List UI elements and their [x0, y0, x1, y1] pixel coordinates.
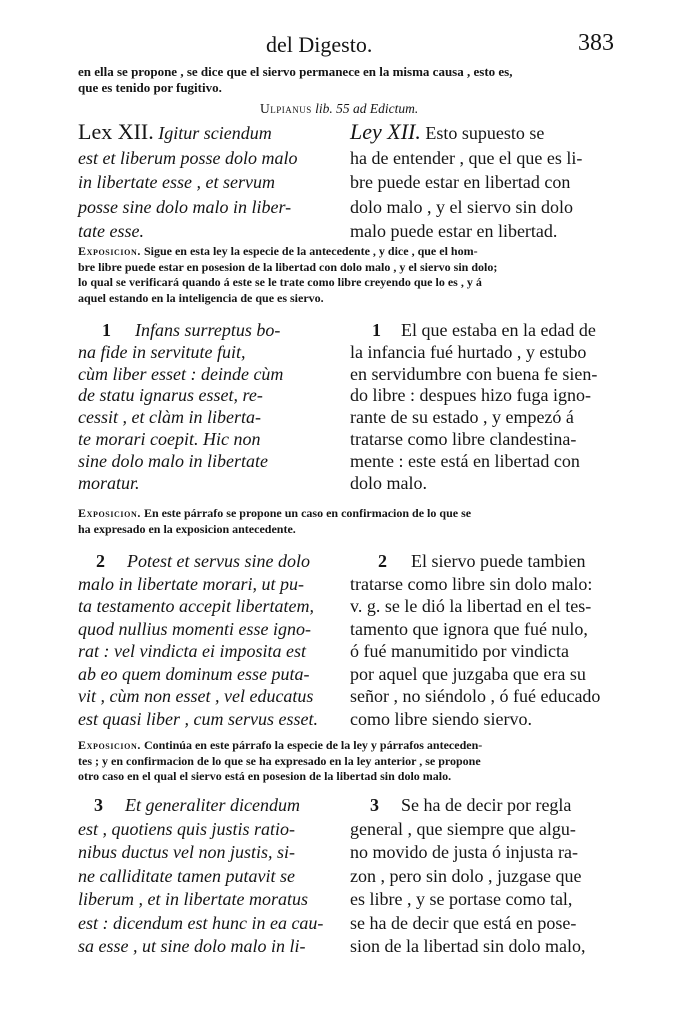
- latin-first-line: 1 Infans surreptus bo-: [102, 320, 281, 340]
- paragraph-number: 2: [96, 551, 105, 571]
- latin-column-paragraph-1: [78, 320, 346, 494]
- exposicion-first-line: Exposicion. Continúa en este párrafo la especie de la ley y párrafos anteceden-: [78, 738, 483, 752]
- latin-line: ab eo quem dominum esse puta-: [78, 663, 310, 684]
- intro-text: [78, 64, 630, 96]
- text-line: en ella se propone , se dice que el siervo permanece en la misma causa , esto es,: [78, 64, 513, 79]
- latin-first-line: Lex XII. Igitur sciendum: [78, 119, 272, 144]
- paragraph-number: 1: [372, 320, 381, 340]
- spanish-column-ley-xii: [350, 120, 618, 244]
- spanish-line: es libre , y se portase como tal,: [350, 889, 573, 909]
- exposicion-first-line: Exposicion. Sigue en esta ley la especie de la antecedente , y dice , que el hom-: [78, 244, 478, 258]
- spanish-line: la infancia fué hurtado , y estubo: [350, 341, 587, 362]
- spanish-line: tamento que ignora que fué nulo,: [350, 618, 588, 639]
- latin-line: ne calliditate tamen putavit se: [78, 865, 295, 886]
- spanish-line: sion de la libertad sin dolo malo,: [350, 936, 586, 956]
- spanish-line: mente : este está en libertad con: [350, 450, 580, 471]
- spanish-line: do libre : despues hizo fuga igno-: [350, 385, 591, 406]
- latin-line: ta testamento accepit libertatem,: [78, 596, 314, 616]
- spanish-line: malo puede estar en libertad.: [350, 221, 558, 241]
- spanish-first-line: 3 Se ha de decir por regla: [370, 795, 572, 815]
- exposicion-first-line: Exposicion. En este párrafo se propone un caso en confirmacion de lo que se: [78, 506, 472, 520]
- latin-line: posse sine dolo malo in liber-: [78, 196, 292, 217]
- latin-line: liberum , et in libertate moratus: [78, 889, 308, 909]
- latin-line: est et liberum posse dolo malo: [78, 147, 298, 168]
- latin-line: est quasi liber , cum servus esset.: [78, 708, 318, 729]
- exposicion-line: tes ; y en confirmacion de lo que se ha expresado en la ley anterior , se propone: [78, 753, 481, 768]
- latin-line: in libertate esse , et servum: [78, 172, 275, 192]
- latin-line: tate esse.: [78, 221, 144, 241]
- law-label: Ley XII.: [350, 119, 421, 144]
- running-head: del Digesto.: [266, 32, 373, 57]
- latin-line: cessit , et clàm in liberta-: [78, 407, 261, 428]
- spanish-line: ha de entender , que el que es li-: [350, 147, 583, 168]
- page-header: [0, 30, 682, 62]
- spanish-first-line: 2 El siervo puede tambien: [378, 551, 586, 571]
- latin-line: rat : vel vindicta ei imposita est: [78, 641, 306, 661]
- latin-line: te morari coepit. Hic non: [78, 428, 261, 449]
- spanish-line: v. g. se le dió la libertad en el tes-: [350, 596, 592, 616]
- latin-line: est , quotiens quis justis ratio-: [78, 818, 296, 839]
- citation-source: lib. 55 ad Edictum.: [315, 101, 419, 116]
- spanish-line: rante de su estado , y empezó á: [350, 407, 574, 428]
- spanish-first-line: Ley XII. Esto supuesto se: [350, 119, 545, 144]
- latin-line: vit , cùm non esset , vel educatus: [78, 686, 314, 706]
- exposicion-line: ha expresado en la exposicion antecedente.: [78, 521, 296, 536]
- spanish-line: dolo malo.: [350, 472, 427, 493]
- latin-first-line: 3 Et generaliter dicendum: [94, 795, 300, 815]
- exposicion-line: bre libre puede estar en posesion de la libertad con dolo malo , y el siervo sin dolo;: [78, 259, 498, 274]
- latin-line: na fide in servitute fuit,: [78, 341, 246, 362]
- latin-line: malo in libertate morari, ut pu-: [78, 573, 304, 594]
- text-line: que es tenido por fugitivo.: [78, 80, 222, 95]
- exposicion-heading: Exposicion.: [78, 506, 141, 520]
- latin-column-lex-xii: [78, 120, 346, 244]
- latin-line: est : dicendum est hunc in ea cau-: [78, 912, 324, 933]
- spanish-line: tratarse como libre clandestina-: [350, 428, 577, 449]
- spanish-line: por aquel que juzgaba que era su: [350, 663, 586, 684]
- latin-line: sa esse , ut sine dolo malo in li-: [78, 936, 306, 956]
- spanish-line: en servidumbre con buena fe sien-: [350, 363, 598, 384]
- latin-line: cùm liber esset : deinde cùm: [78, 363, 284, 384]
- latin-line: quod nullius momenti esse igno-: [78, 618, 311, 639]
- law-label: Lex XII.: [78, 119, 154, 144]
- exposicion-line: aquel estando en la inteligencia de que es siervo.: [78, 290, 324, 305]
- spanish-line: ó fué manumitido por vindicta: [350, 641, 569, 661]
- spanish-line: como libre siendo siervo.: [350, 708, 532, 729]
- spanish-line: señor , no siéndolo , ó fué educado: [350, 686, 601, 706]
- latin-line: nibus ductus vel non justis, si-: [78, 842, 295, 862]
- spanish-line: no movido de justa ó injusta ra-: [350, 842, 578, 862]
- exposicion-paragraph-1: [78, 506, 630, 537]
- spanish-column-paragraph-2: [350, 550, 618, 730]
- spanish-line: se ha de decir que está en pose-: [350, 912, 577, 933]
- exposicion-heading: Exposicion.: [78, 244, 141, 258]
- spanish-first-line: 1 El que estaba en la edad de: [372, 320, 596, 340]
- latin-first-line: 2 Potest et servus sine dolo: [96, 551, 310, 571]
- paragraph-number: 3: [94, 795, 103, 815]
- latin-column-paragraph-2: [78, 550, 346, 730]
- paragraph-number: 2: [378, 551, 387, 571]
- spanish-line: zon , pero sin dolo , juzgase que: [350, 865, 582, 886]
- citation-author: Ulpianus: [260, 101, 312, 116]
- paragraph-number: 3: [370, 795, 379, 815]
- latin-line: moratur.: [78, 472, 140, 493]
- spanish-column-paragraph-3: [350, 794, 618, 959]
- latin-line: de statu ignarus esset, re-: [78, 385, 263, 406]
- exposicion-heading: Exposicion.: [78, 738, 141, 752]
- exposicion-lex-xii: [78, 244, 630, 306]
- latin-line: sine dolo malo in libertate: [78, 450, 268, 471]
- paragraph-number: 1: [102, 320, 111, 340]
- latin-column-paragraph-3: [78, 794, 346, 959]
- spanish-column-paragraph-1: [350, 320, 618, 494]
- citation: [260, 101, 418, 117]
- exposicion-line: otro caso en el qual el siervo está en posesion de la libertad sin dolo malo.: [78, 769, 452, 783]
- exposicion-paragraph-2: [78, 738, 630, 785]
- page-number: 383: [578, 30, 614, 56]
- spanish-line: bre puede estar en libertad con: [350, 172, 571, 192]
- spanish-line: general , que siempre que algu-: [350, 818, 576, 839]
- spanish-line: dolo malo , y el siervo sin dolo: [350, 196, 573, 217]
- exposicion-line: lo qual se verificará quando á este se le trate como libre creyendo que lo es , y á: [78, 275, 482, 289]
- spanish-line: tratarse como libre sin dolo malo:: [350, 573, 593, 594]
